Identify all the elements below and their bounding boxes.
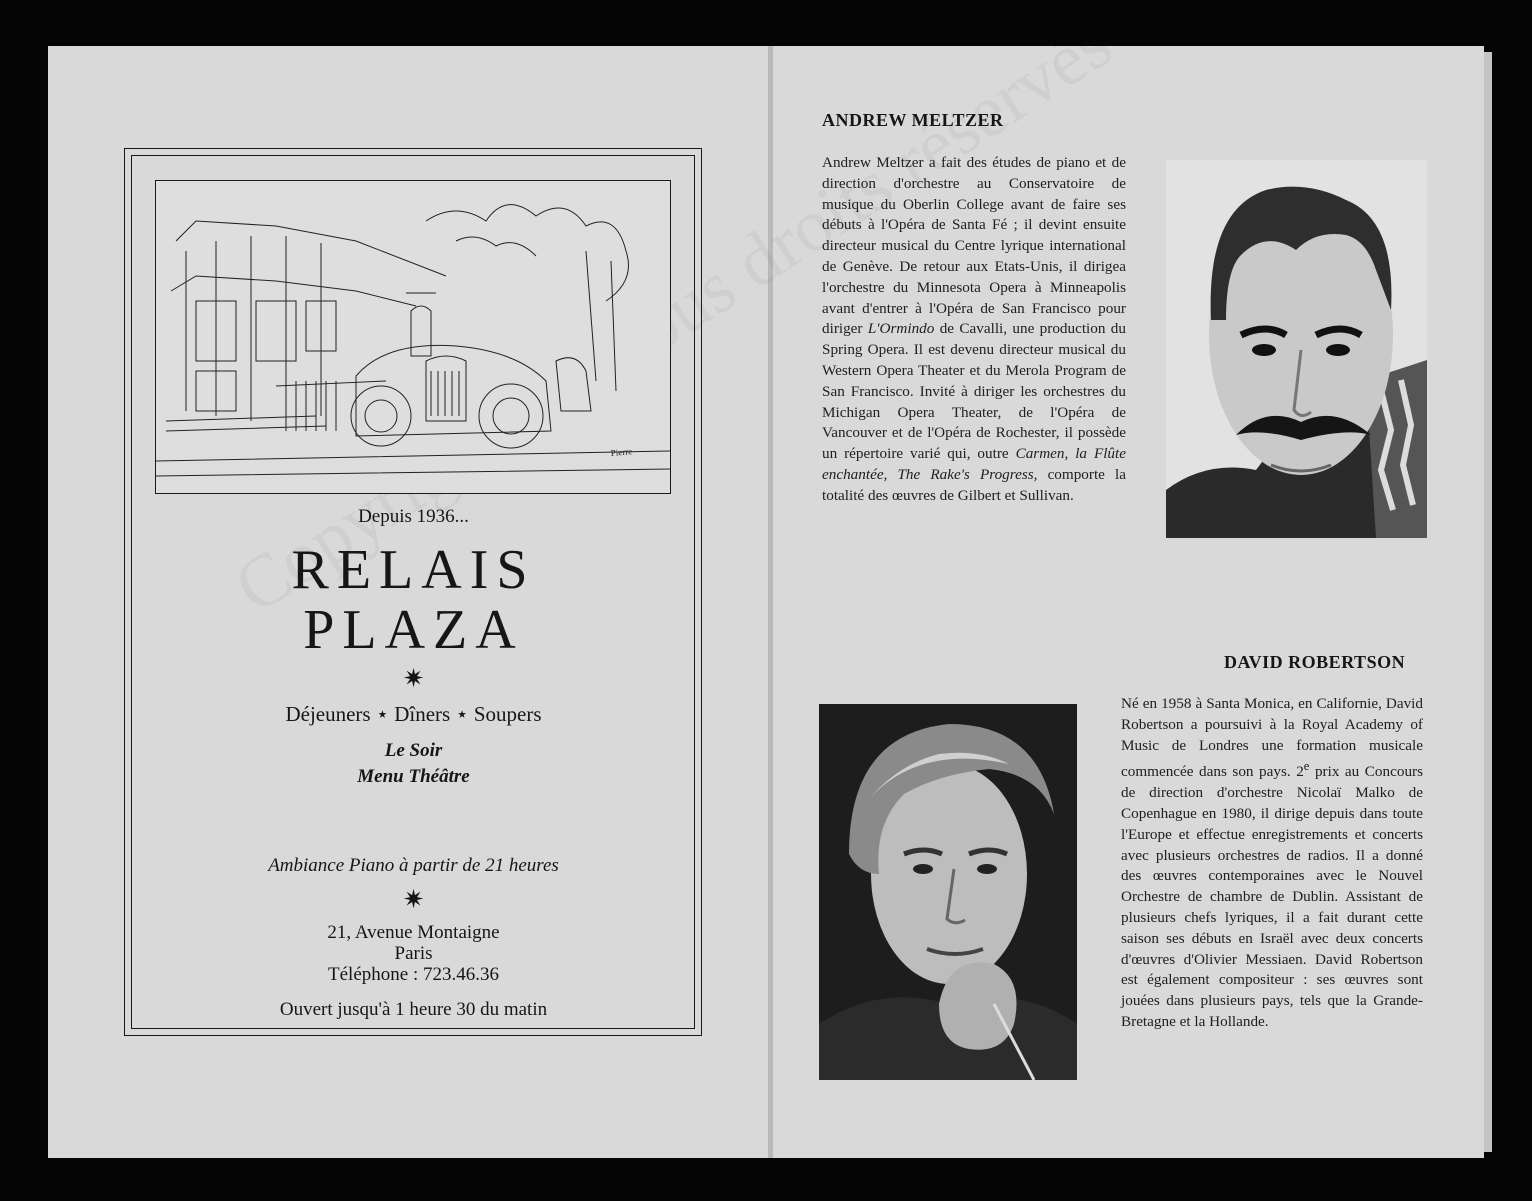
- portrait-drawing: [819, 704, 1077, 1080]
- bio-text: Andrew Meltzer a fait des études de piano et de direction d'orchestre au Conservatoire de musique du Oberlin College avant de faire ses débuts à l'Opéra de Santa Fé ; il devint ensuite directeur musical du Centre lyrique international de Genève. De retour aux Etats-Unis, il dirigea l'orchestre du Minnesota Opera à Minneapolis avant d'entrer à l'Opéra de San Francisco pour diriger: [822, 154, 1126, 338]
- street-address: 21, Avenue Montaigne: [327, 922, 500, 943]
- bio-text: prix au Concours de direction d'orchestre Nicolaï Malko de Copenhague en 1980, il dirige depuis dans toute l'Europe et effectue enregistrements et concerts avec plusieurs orchestres de radios. Il a donné des œuvres contemporaines avec le Nouvel Orchestre de chambre de Dublin. Assistant de plusieurs chefs lyriques, il a fait durant cette saison ses débuts en Israël avec deux concerts d'œuvres d'Olivier Messiaen. David Robertson est également compositeur : ses œuvres sont jouées dans plusieurs pays, tels que la Grande-Bretagne et la Hollande.: [1121, 763, 1424, 1031]
- phone-number: Téléphone : 723.46.36: [328, 964, 499, 985]
- ordinal-suffix: e: [1303, 759, 1310, 774]
- opening-hours: Ouvert jusqu'à 1 heure 30 du matin: [279, 999, 548, 1020]
- portrait-drawing: [1166, 160, 1427, 538]
- piano-ambiance: Ambiance Piano à partir de 21 heures: [268, 855, 559, 876]
- evening-heading: Le Soir: [384, 740, 443, 761]
- bio-meltzer: [822, 153, 1126, 507]
- bio-work-titles: Carmen, la Flûte enchantée, The Rake's Progress,: [822, 445, 1126, 483]
- asterisk-ornament-icon: ✷: [402, 885, 425, 914]
- portrait-photo-meltzer: [1166, 160, 1427, 538]
- restaurant-name-line2: PLAZA: [303, 599, 524, 661]
- bio-robertson: [1121, 694, 1423, 1033]
- sketch-drawing: [156, 181, 670, 493]
- since-year: Depuis 1936...: [358, 506, 469, 527]
- bio-text: de Cavalli, une production du Spring Opera. Il est devenu directeur musical du Western Opera Theater et du Merola Program de San Francisco. Invité à diriger les orchestres du Michigan Opera Theater, de l'Opéra de Vancouver et de l'Opéra de Rochester, il possède un répertoire varié qui, outre: [822, 320, 1126, 463]
- page-edge: [1484, 52, 1492, 1152]
- artist-signature: Pierre: [610, 446, 633, 458]
- bio-text: comporte la totalité des œuvres de Gilbert et Sullivan.: [822, 465, 1126, 504]
- street-sketch-illustration: [155, 180, 671, 494]
- restaurant-name-line1: RELAIS: [291, 539, 536, 601]
- city: Paris: [394, 943, 433, 964]
- portrait-photo-robertson: [819, 704, 1077, 1080]
- meals-line: Déjeuners ⋆ Dîners ⋆ Soupers: [285, 702, 542, 726]
- address-block: [124, 922, 703, 985]
- theatre-menu: Menu Théâtre: [357, 766, 470, 787]
- bio-work-title: L'Ormindo: [867, 320, 935, 338]
- artist-name-meltzer: ANDREW MELTZER: [822, 110, 1004, 130]
- bio-text: Né en 1958 à Santa Monica, en Californie, David Robertson a poursuivi à la Royal Academy of Music de Londres une formation musicale commencée dans son pays. 2: [1121, 695, 1423, 781]
- asterisk-ornament-icon: ✷: [402, 664, 425, 693]
- artist-name-robertson: DAVID ROBERTSON: [1224, 652, 1406, 672]
